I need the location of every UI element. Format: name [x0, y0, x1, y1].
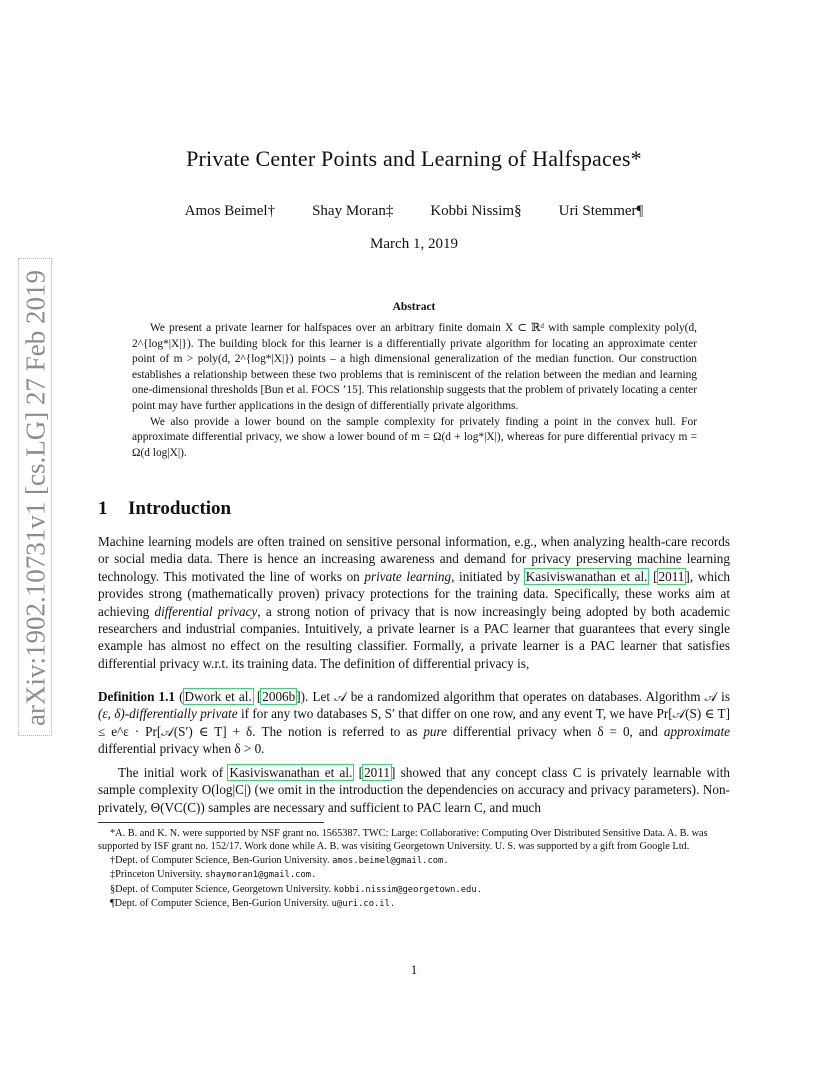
paragraph-text: The initial work of [118, 765, 229, 780]
paper-date: March 1, 2019 [370, 236, 458, 252]
email-link[interactable]: u@uri.co.il. [331, 899, 396, 910]
definition-text: Let 𝒜 be a randomized algorithm that operates on databases. Algorithm 𝒜 is [312, 689, 730, 704]
email-link[interactable]: amos.beimel@gmail.com. [332, 855, 449, 866]
footnotes [98, 822, 730, 911]
intro-emphasis: private learning [364, 568, 452, 584]
definition-label: Definition 1.1 [98, 689, 176, 704]
author-4: Uri Stemmer¶ [558, 203, 644, 219]
footnote-rule [98, 822, 324, 823]
section-number: 1 [98, 498, 108, 519]
section-heading [98, 498, 231, 520]
footnote-4 [98, 883, 730, 897]
definition-block: Definition 1.1 (Dwork et al. [2006b]). Let 𝒜 be a randomized algorithm that operates on databases. Algorithm 𝒜 is (ε, δ)-differentially private if for any two databases S, S′ that differ on one row, and any event T, we have Pr[𝒜(S) ∈ T] ≤ e^ε · Pr[𝒜(S′) ∈ T] + δ. The notion is referred to as pure differential privacy when δ = 0, and approximate differential privacy when δ > 0. [98, 689, 731, 757]
intro-text: , which provides strong (mathematically proven) privacy protections for the training data. Specifically, these works aim at achieving [98, 568, 730, 619]
footnote-text: ‡Princeton University. [110, 869, 206, 881]
footnote-text: ¶Dept. of Computer Science, Ben-Gurion University. [110, 898, 332, 910]
paragraph-text: showed that any concept class C is privately learnable with sample complexity O(log|C|) (we omit in the introduction the dependencies on accuracy and privacy parameters). Non-privately, Θ(VC(C)) samples are necessary and sufficient to PAC learn C, and much [98, 765, 730, 815]
citation-link[interactable]: Kasiviswanathan et al. [229, 765, 353, 780]
abstract [132, 321, 697, 461]
footnote-text: †Dept. of Computer Science, Ben-Gurion University. [110, 854, 333, 866]
definition-text: differential privacy when δ = 0, and [447, 723, 664, 739]
footnote-text: §Dept. of Computer Science, Georgetown University. [110, 883, 334, 895]
arxiv-stamp-text: arXiv:1902.10731v1 [cs.LG] 27 Feb 2019 [20, 270, 51, 726]
abstract-paragraph-1: We present a private learner for halfspaces over an arbitrary finite domain X ⊂ ℝᵈ with sample complexity poly(d, 2^{log*|X|}). The building block for this learner is a differentially private algorithm for locating an approximate center point of m > poly(d, 2^{log*|X|}) points – a high dimensional generalization of the median function. Our construction establishes a relationship between these two problems that is reminiscent of the relation between the median and learning one-dimensional thresholds [Bun et al. FOCS ’15]. This relationship suggests that the problem of privately locating a center point may have further applications in the design of differentially private algorithms. [132, 322, 697, 412]
definition-emphasis: pure [423, 723, 448, 739]
author-list [0, 203, 828, 220]
email-link[interactable]: shaymoran1@gmail.com. [205, 870, 317, 881]
citation-year-link[interactable]: 2006b [262, 689, 296, 704]
footnote-5 [98, 897, 730, 911]
intro-paragraph-2: The initial work of Kasiviswanathan et al. [2011] showed that any concept class C is privately learnable with sample complexity O(log|C|) (we omit in the introduction the dependencies on accuracy and privacy parameters). Non-privately, Θ(VC(C)) samples are necessary and sufficient to PAC learn C, and much [98, 765, 730, 815]
section-title: Introduction [128, 498, 232, 519]
email-link[interactable]: kobbi.nissim@georgetown.edu. [333, 884, 482, 895]
intro-paragraph-1: Machine learning models are often trained on sensitive personal information, e.g., when analyzing health-care records or social media data. There is hence an increasing awareness and demand for privacy preserving machine learning technology. This motivated the line of works on private learning, initiated by Kasiviswanathan et al. [2011], which provides strong (mathematically proven) privacy protections for the training data. Specifically, these works aim at achieving differential privacy, a strong notion of privacy that is now increasingly being adopted by both academic researchers and industrial companies. Intuitively, a private learner is a PAC learner that guarantees that every single example has almost no effect on the resulting classifier. Formally, a private learner is a PAC learner that satisfies differential privacy w.r.t. its training data. The definition of differential privacy is, [98, 534, 730, 671]
definition-emphasis: (ε, δ)-differentially private [98, 706, 238, 722]
page-number: 1 [410, 962, 418, 977]
footnote-3 [98, 868, 730, 882]
author-1: Amos Beimel† [184, 203, 276, 219]
definition-emphasis: approximate [663, 723, 731, 739]
author-2: Shay Moran‡ [312, 203, 394, 219]
footnote-2 [98, 854, 730, 868]
paper-title: Private Center Points and Learning of Halfspaces* [186, 146, 642, 171]
arxiv-stamp[interactable] [14, 258, 58, 738]
citation-link[interactable]: Kasiviswanathan et al. [525, 568, 648, 584]
citation-year-link[interactable]: 2011 [658, 568, 685, 584]
author-3: Kobbi Nissim§ [430, 203, 522, 219]
intro-text: , a strong notion of privacy that is now increasingly being adopted by both academic researchers and industrial companies. Intuitively, a private learner is a PAC learner that guarantees that every single example has almost no effect on the resulting classifier. Formally, a private learner is a PAC learner that satisfies differential privacy w.r.t. its training data. The definition of differential privacy is, [98, 603, 730, 671]
citation-year-link[interactable]: 2011 [364, 765, 390, 780]
intro-text: Machine learning models are often trained on sensitive personal information, e.g., when analyzing health-care records or social media data. There is hence an increasing awareness and demand for privacy preserving machine learning technology. This motivated the line of works on [98, 534, 730, 584]
abstract-heading: Abstract [392, 301, 436, 313]
footnote-1: *A. B. and K. N. were supported by NSF grant no. 1565387. TWC: Large: Collaborative: Computing Over Distributed Sensitive Data. A. B. was supported by ISF grant no. 152/17. Work done while A. B. was visiting Georgetown University. U. S. was supported by a gift from Google Ltd. [98, 828, 708, 853]
intro-text: , initiated by [451, 568, 525, 584]
abstract-paragraph-2: We also provide a lower bound on the sample complexity for privately finding a point in the convex hull. For approximate differential privacy, we show a lower bound of m = Ω(d + log*|X|), whereas for pure differential privacy m = Ω(d log|X|). [132, 415, 697, 459]
definition-text: if for any two databases S, S′ that differ on one row, and any event T, we have Pr[𝒜(S) ∈ T] ≤ e^ε · Pr[𝒜(S′) ∈ T] + δ. The notion is referred to as [98, 706, 730, 739]
intro-emphasis: differential privacy [154, 603, 258, 619]
citation-link[interactable]: Dwork et al. [184, 689, 252, 704]
definition-text: differential privacy when δ > 0. [98, 741, 265, 757]
